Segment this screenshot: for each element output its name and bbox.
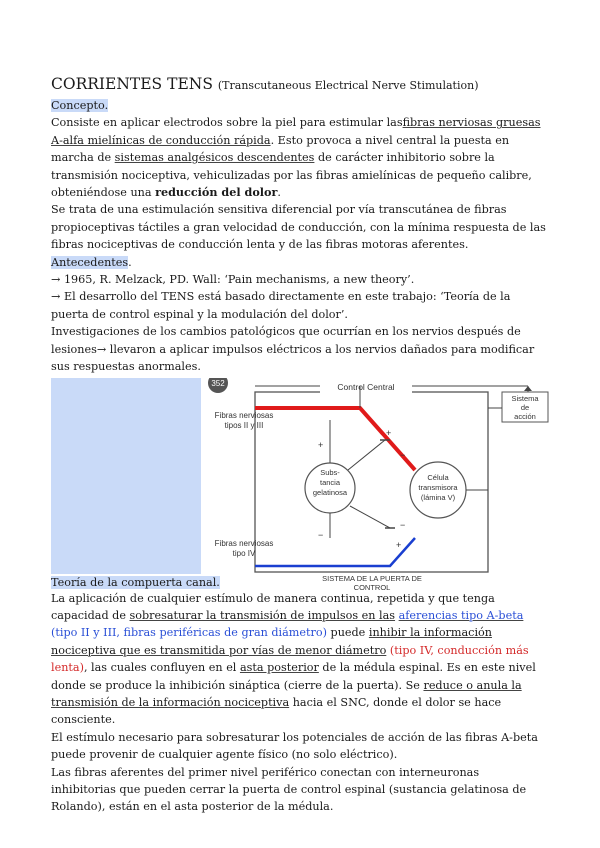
gate-control-diagram <box>200 378 550 592</box>
action-system-label: Sistema <box>511 393 539 403</box>
plus-sign: + <box>396 539 402 550</box>
minus-sign: − <box>400 449 406 460</box>
page-title <box>51 74 547 96</box>
substantia-label: gelatinosa <box>312 487 348 497</box>
title-subtitle: (Transcutaneous Electrical Nerve Stimulation) <box>217 79 479 92</box>
underlined-run: sistemas analgésicos descendentes <box>114 151 315 165</box>
highlight-block <box>51 378 201 590</box>
text-run: Consiste en aplicar electrodos sobre la piel para estimular las <box>51 116 403 130</box>
text-run: , las cuales confluyen en el <box>83 661 237 675</box>
thin-fiber-line <box>255 538 415 566</box>
cell-label: transmisora <box>418 482 458 492</box>
concepto-paragraph-1 <box>51 114 547 201</box>
thick-fibers-label: Fibras nerviosas <box>214 410 274 420</box>
teoria-paragraph-3: Las fibras aferentes del primer nivel periférico conectan con interneuronas inhibitorias que pueden cerrar la puerta de control espinal (sustancia gelatinosa de Rolando), están en el asta posterior de la médula. <box>51 765 527 814</box>
plus-sign: + <box>318 439 324 450</box>
teoria-paragraph-2: El estímulo necesario para sobresaturar los potenciales de acción de las fibras A-beta puede provenir de cualquier agente físico (no solo eléctrico). <box>51 730 538 762</box>
title-main: CORRIENTES TENS <box>51 75 213 93</box>
text-run: . Esto provoca a nivel central la puesta en marcha de <box>51 133 510 165</box>
gate-system-label: SISTEMA DE LA PUERTA DE <box>322 573 422 583</box>
gate-system-label: CONTROL <box>353 582 391 592</box>
cell-label: Célula <box>427 472 449 482</box>
plus-sign: + <box>386 427 392 438</box>
document-page <box>51 74 547 816</box>
red-run: (tipo IV, conducción más lenta) <box>51 643 529 675</box>
substantia-label: tancia <box>319 477 341 487</box>
text-run: de carácter inhibitorio sobre la transmisión nociceptiva, vehiculizadas por las fibras amielínicas de pequeño calibre, obteniéndose una <box>51 151 532 200</box>
underlined-run: asta posterior <box>239 661 319 675</box>
heading-dot: . <box>128 255 132 269</box>
antecedentes-item-2 <box>51 288 547 323</box>
antecedentes-paragraph: Investigaciones de los cambios patológicos que ocurrían en los nervios después de lesiones→ llevaron a aplicar impulsos eléctricos a los nervios dañados para modificar sus respuestas anormales. <box>51 325 535 374</box>
bold-run: reducción del dolor <box>155 185 278 200</box>
text-run: . <box>277 186 281 200</box>
antecedentes-heading <box>51 254 547 271</box>
connector <box>350 506 390 528</box>
text-run: puede <box>330 626 366 640</box>
action-system-label: de <box>520 402 530 412</box>
connector <box>348 440 385 470</box>
teoria-paragraph-1 <box>51 590 547 729</box>
antecedentes-item-1 <box>51 271 547 288</box>
underlined-run: sobresaturar la transmisión de impulsos en las <box>129 608 396 622</box>
figure-caption <box>51 574 222 591</box>
arrow-icon: → <box>51 273 61 287</box>
text-run: 1965, R. Melzack, PD. Wall: ‘Pain mechanisms, a new theory’. <box>63 273 415 287</box>
minus-sign: − <box>318 529 324 540</box>
underlined-run: fibras nerviosas gruesas A-alfa mielínicas de conducción rápida <box>51 116 541 147</box>
action-system-label: acción <box>514 411 536 421</box>
figure-badge-label: 352 <box>211 378 225 388</box>
figure-caption-text: Teoría de la compuerta canal. <box>51 576 220 590</box>
substantia-label: Subs- <box>320 467 340 477</box>
concepto-heading <box>51 97 547 114</box>
concepto-paragraph-2: Se trata de una estimulación sensitiva diferencial por vía transcutánea de fibras propioceptivas táctiles a gran velocidad de conducción, con la mínima respuesta de las fibras nociceptivas de conducción lenta y de las fibras motoras aferentes. <box>51 203 546 252</box>
thin-fibers-label: tipo IV <box>232 548 256 558</box>
thick-fiber-line <box>255 408 415 470</box>
minus-sign: − <box>400 519 406 530</box>
control-central-label: Control Central <box>337 381 395 392</box>
underlined-run: reduce o anula la transmisión de la información nociceptiva <box>51 678 522 709</box>
thick-fibers-label: tipos II y III <box>224 420 264 430</box>
text-run: de la médula espinal. Es en este nivel donde se produce la inhibición sináptica (cierre de la puerta). Se <box>51 661 536 692</box>
text-run: hacia el SNC, donde el dolor se hace consciente. <box>51 695 502 727</box>
text-run: La aplicación de cualquier estímulo de manera continua, repetida y que tenga capacidad de <box>51 591 495 622</box>
underlined-blue-run: aferencias tipo A-beta <box>398 608 524 622</box>
figure-row <box>51 378 547 590</box>
underlined-run: inhibir la información nociceptiva que es transmitida por vías de menor diámetro <box>51 626 492 657</box>
concepto-heading-text: Concepto. <box>51 99 109 112</box>
antecedentes-heading-text: Antecedentes <box>51 255 129 269</box>
cell-label: (lámina V) <box>420 492 456 502</box>
text-run: El desarrollo del TENS está basado directamente en este trabajo: ‘Teoría de la puerta de control espinal y la modulación del dolor’. <box>51 290 511 321</box>
thin-fibers-label: Fibras nerviosas <box>214 538 274 548</box>
blue-run: (tipo II y III, fibras periféricas de gran diámetro) <box>51 626 327 640</box>
arrow-icon: → <box>51 290 61 304</box>
